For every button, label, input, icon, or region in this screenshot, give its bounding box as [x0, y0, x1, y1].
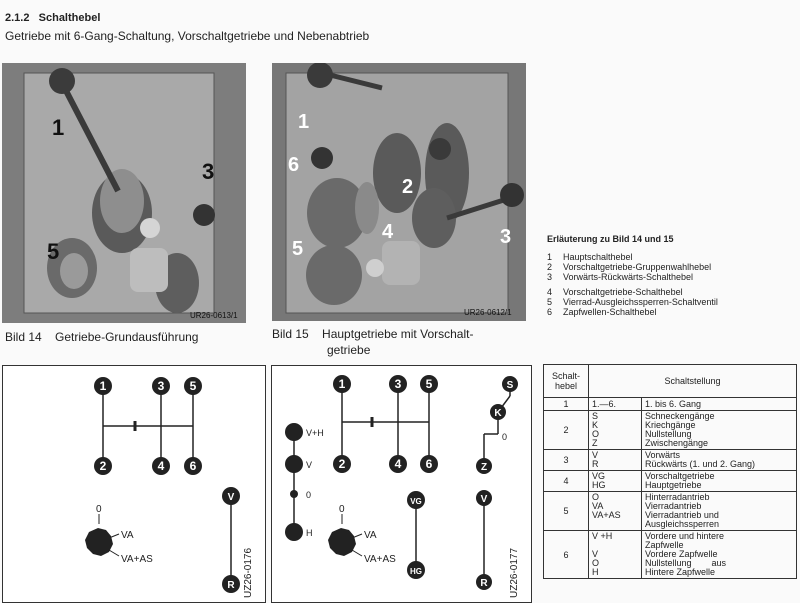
diagram2-gear-5: 5 — [425, 377, 433, 391]
diagram1-gear-3: 3 — [157, 379, 165, 393]
diagram2-range-0: 0 — [306, 490, 312, 500]
table-row: 5 O VA VA+AS Hinterradantrieb Vierradantrieb Vierradantrieb und Ausgleichssperren — [544, 492, 797, 531]
diagram2-group-vg: VG — [410, 497, 422, 506]
table-row: 3 V R Vorwärts Rückwärts (1. und 2. Gang) — [544, 450, 797, 471]
valve-knob-icon — [328, 528, 356, 556]
diagram2-pto-k: K — [494, 408, 502, 419]
section-subtitle: Getriebe mit 6-Gang-Schaltung, Vorschaltgetriebe und Nebenabtrieb — [5, 29, 370, 43]
diagram2-range-v: V — [306, 460, 313, 470]
photo14-stamp: UR26-0613/1 — [190, 311, 238, 320]
diagram1-stamp: UZ26-0176 — [243, 547, 254, 598]
diagram2-dir-r: R — [480, 578, 488, 589]
legend-list — [547, 252, 718, 317]
valve-knob-icon — [85, 528, 113, 556]
diagram1-dir-r: R — [227, 580, 235, 591]
caption-bild-14 — [5, 330, 198, 344]
photo15-label-2: 2 — [402, 176, 414, 198]
caption-15-text-2: getriebe — [327, 343, 371, 357]
diagram2-valve-0: 0 — [339, 504, 345, 515]
diagram1-gear-2: 2 — [99, 459, 107, 473]
photo15-label-5: 5 — [292, 238, 304, 260]
diagram2-range-h: H — [306, 528, 313, 538]
shift-diagram-basic — [2, 365, 266, 603]
table-header-position: Schaltstellung — [589, 365, 797, 398]
photo15-stamp: UR26-0612/1 — [464, 308, 512, 317]
photo14-label-1: 1 — [52, 115, 65, 140]
legend-item: 4 Vorschaltgetriebe-Schalthebel — [547, 287, 683, 297]
caption-14-number: Bild 14 — [5, 330, 42, 344]
diagram2-gear-2: 2 — [338, 457, 346, 471]
diagram1-valve-va: VA — [121, 530, 134, 541]
table-header-lever: Schalt- hebel — [544, 365, 589, 398]
diagram1-valve-vaas: VA+AS — [121, 554, 153, 565]
diagram1-gear-1: 1 — [99, 379, 107, 393]
diagram2-pto-s: S — [506, 380, 514, 391]
diagram2-range-vh: V+H — [306, 428, 324, 438]
legend-item: 5 Vierrad-Ausgleichssperren-Schaltventil — [547, 297, 718, 307]
table-row: 2 S K O Z Schneckengänge Kriechgänge Nullstellung Zwischengänge — [544, 411, 797, 450]
diagram2-pto-0: 0 — [502, 432, 508, 442]
diagram1-gear-4: 4 — [157, 459, 165, 473]
shift-diagram-basic-svg — [3, 366, 265, 602]
photo15-label-1: 1 — [298, 111, 310, 133]
caption-bild-15 — [272, 326, 473, 358]
diagram2-gear-4: 4 — [394, 457, 402, 471]
legend-item: 2 Vorschaltgetriebe-Gruppenwahlhebel — [547, 262, 712, 272]
section-number: 2.1.2 — [5, 12, 30, 24]
shift-diagram-extended-svg — [272, 366, 531, 602]
diagram2-pto-z: Z — [480, 462, 488, 473]
legend-item: 6 Zapfwellen-Schalthebel — [547, 307, 657, 317]
caption-14-text: Getriebe-Grundausführung — [55, 330, 199, 344]
table-row: 1 1.—6. 1. bis 6. Gang — [544, 398, 797, 411]
table-row: 4 VG HG Vorschaltgetriebe Hauptgetriebe — [544, 471, 797, 492]
photo15-label-4: 4 — [382, 221, 394, 243]
diagram2-valve-vaas: VA+AS — [364, 554, 396, 565]
caption-15-text-1: Hauptgetriebe mit Vorschalt- — [322, 327, 474, 341]
section-heading — [5, 12, 100, 24]
diagram1-dir-v: V — [227, 492, 235, 503]
diagram2-gear-1: 1 — [338, 377, 346, 391]
diagram2-valve-va: VA — [364, 530, 377, 541]
diagram2-stamp: UZ26-0177 — [509, 547, 520, 598]
legend-item: 3 Vorwärts-Rückwärts-Schalthebel — [547, 272, 694, 282]
legend-title: Erläuterung zu Bild 14 und 15 — [547, 234, 674, 244]
shift-diagram-extended — [271, 365, 532, 603]
legend-item: 1 Hauptschalthebel — [547, 252, 633, 262]
photo14-label-3: 3 — [202, 159, 215, 184]
photo-bild-14 — [2, 63, 246, 323]
photo15-label-3: 3 — [500, 226, 512, 248]
photo-bild-15 — [272, 63, 526, 321]
diagram1-gear-6: 6 — [189, 459, 197, 473]
diagram2-gear-6: 6 — [425, 457, 433, 471]
photo14-label-5: 5 — [47, 239, 60, 264]
table-header-row — [544, 365, 797, 398]
diagram2-gear-3: 3 — [394, 377, 402, 391]
caption-15-number: Bild 15 — [272, 327, 309, 341]
shift-position-table — [543, 364, 797, 579]
photo15-label-6: 6 — [288, 154, 300, 176]
diagram1-gear-5: 5 — [189, 379, 197, 393]
section-title: Schalthebel — [38, 12, 101, 24]
photo-14-illustration — [2, 63, 246, 323]
diagram2-dir-v: V — [480, 494, 488, 505]
diagram1-valve-0: 0 — [96, 504, 102, 515]
photo-15-illustration — [272, 63, 526, 321]
diagram2-group-hg: HG — [410, 567, 422, 576]
table-row: 6 V +H V O H Vordere und hintere Zapfwelle Vordere Zapfwelle Nullstellung aus Hintere Zapfwelle — [544, 531, 797, 579]
